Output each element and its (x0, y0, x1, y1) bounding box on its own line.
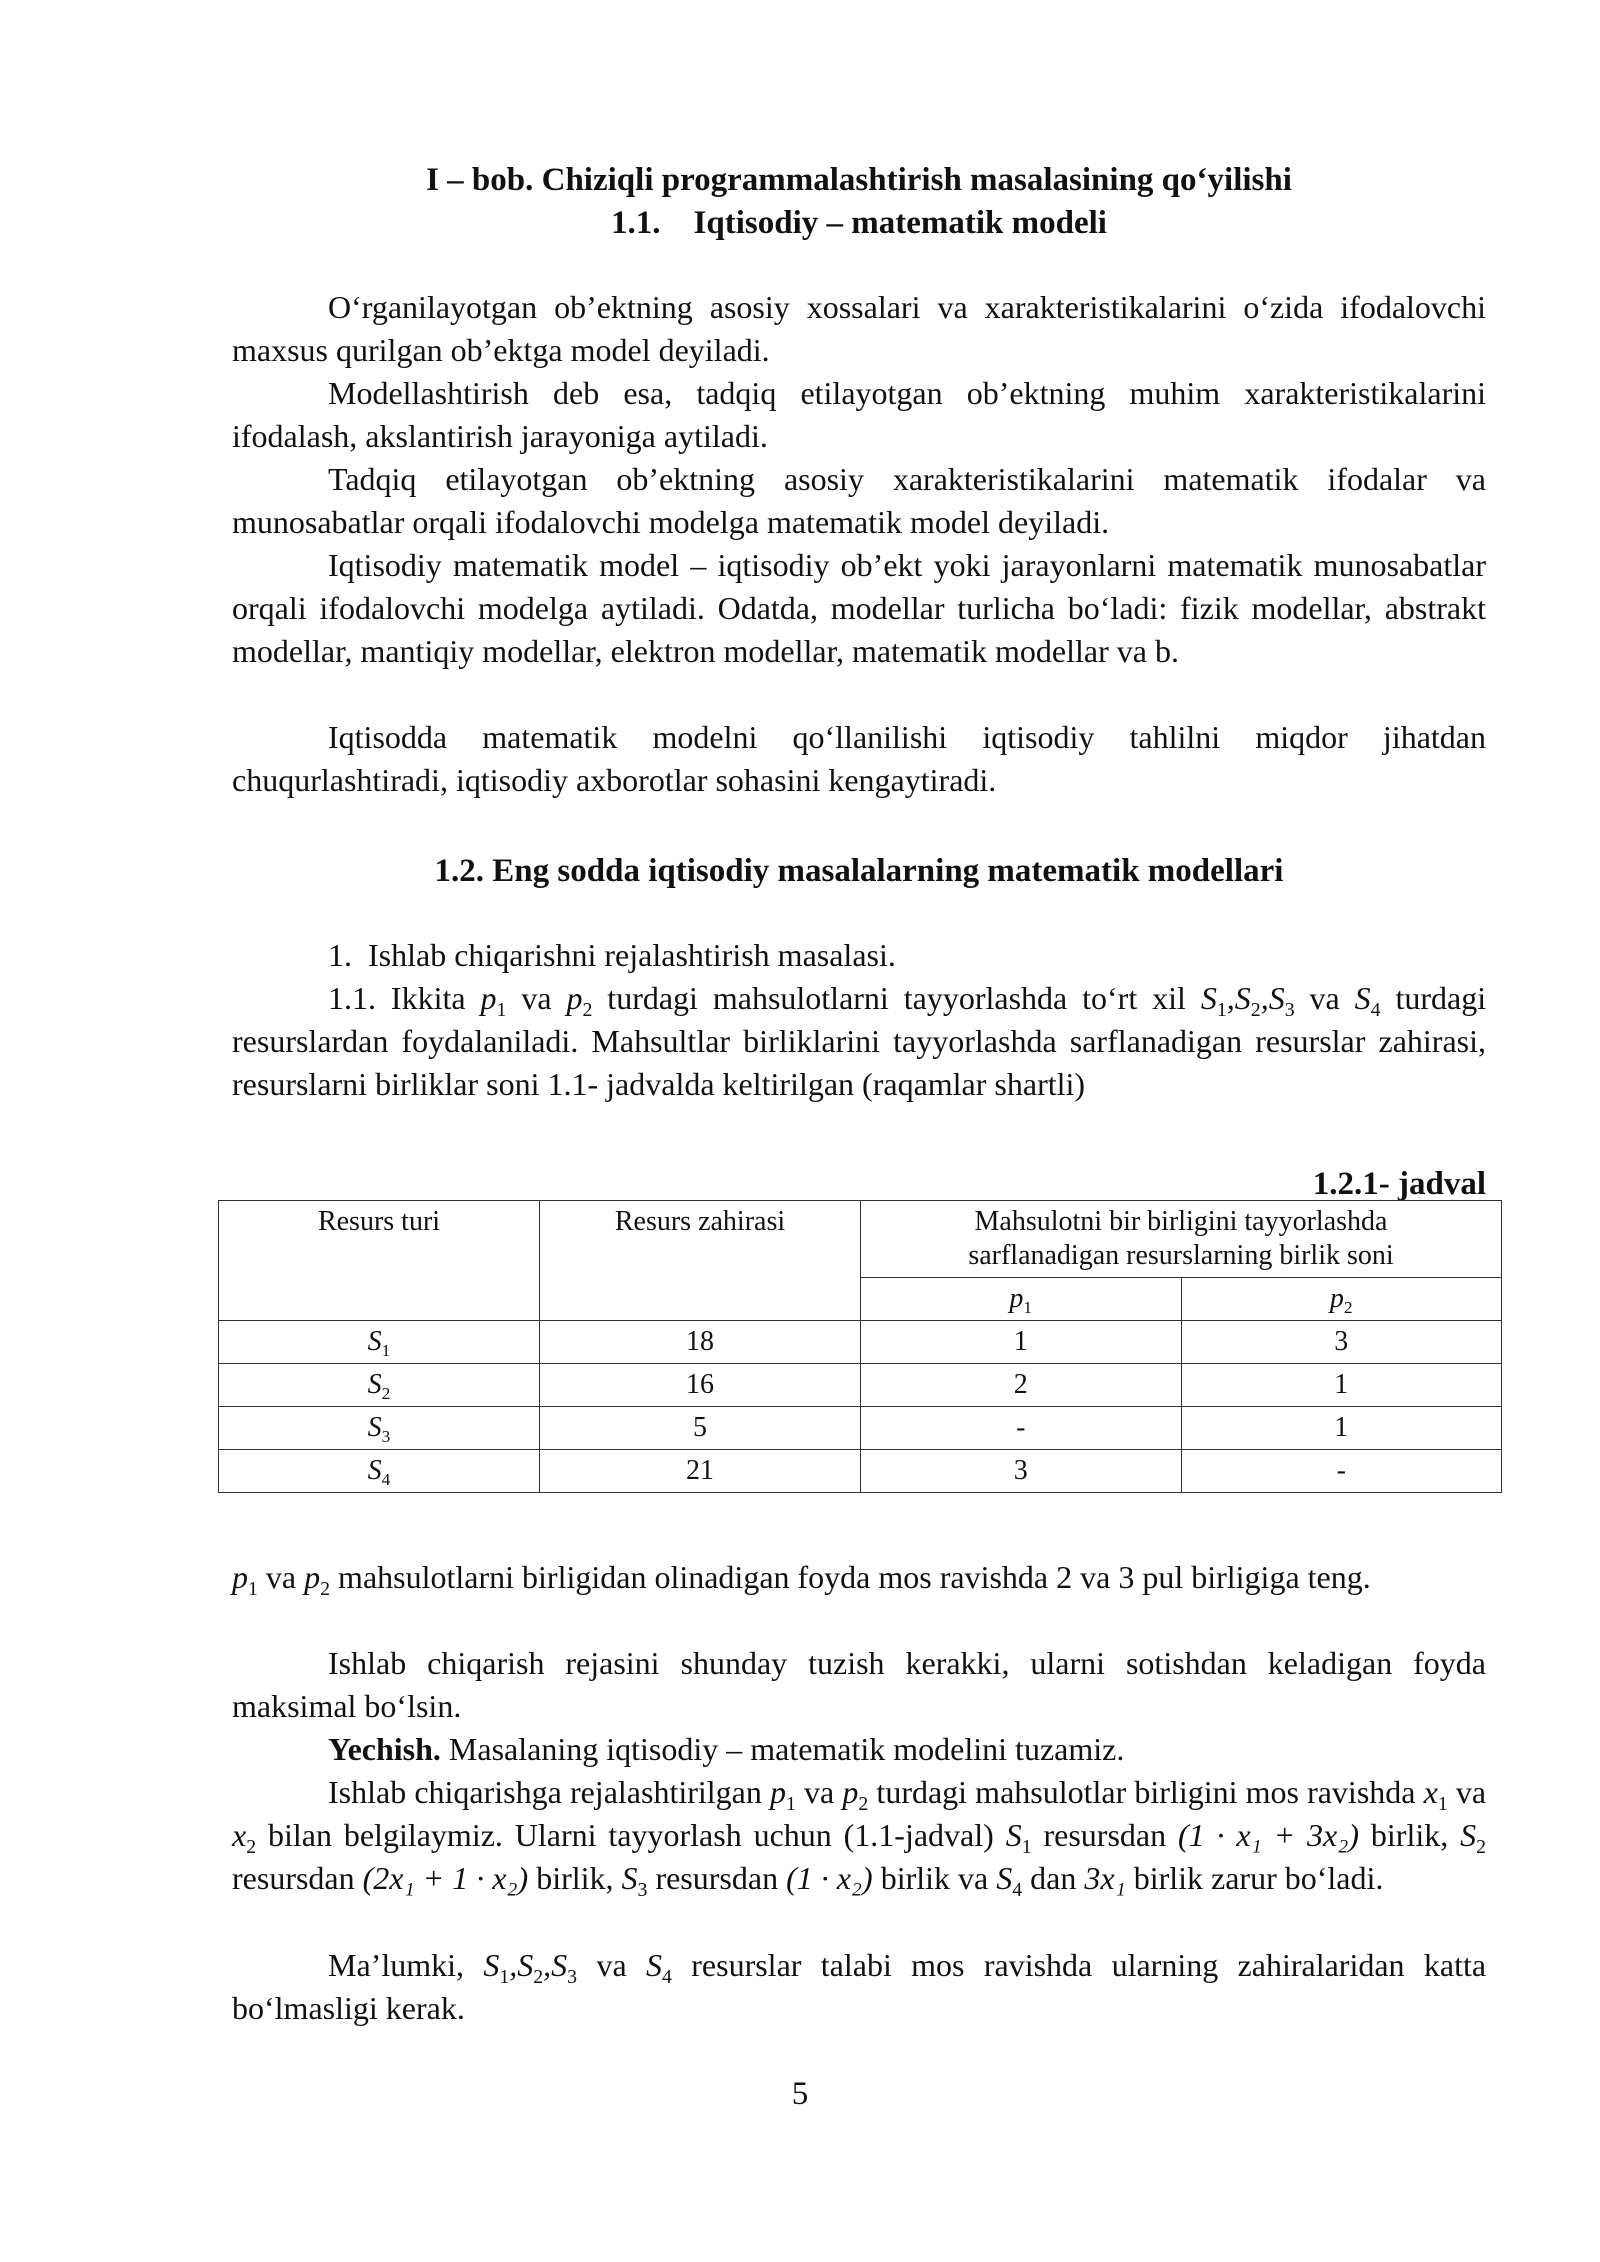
cell-p2: 3 (1181, 1321, 1502, 1364)
header-p2: $p_2$ (1181, 1278, 1502, 1321)
problem-description: 1.1. Ikkita $p_1$ va $p_2$ turdagi mahsulotlarni tayyorlashda to‘rt xil $S_1,S_2,S_3$ va $S_4$ turdagi resurslardan foydalaniladi. Mahsultlar birliklarini tayyorlashda sarflanadigan resurslar zahirasi, resurslarni birliklar soni 1.1- jadvalda keltirilgan (raqamlar shartli) (232, 980, 1487, 1102)
page-number: 5 (791, 2076, 809, 2112)
paragraph-model-definition: O‘rganilayotgan ob’ektning asosiy xossalari va xarakteristikalarini o‘zida ifodalovchi maxsus qurilgan ob’ektga model deyiladi. (232, 289, 1486, 368)
cell-p1: 1 (861, 1321, 1182, 1364)
header-consumption: Mahsulotni bir birligini tayyorlashda sarflanadigan resurslarning birlik soni (861, 1201, 1502, 1278)
cell-p1: 2 (861, 1364, 1182, 1407)
cell-reserve: 18 (540, 1321, 861, 1364)
cell-resource: $S_3$ (219, 1407, 540, 1450)
cell-resource: $S_4$ (219, 1450, 540, 1493)
paragraph-math-model-definition: Tadqiq etilayotgan ob’ektning asosiy xarakteristikalarini matematik ifodalar va munosabatlar orqali ifodalovchi modelga matematik model deyiladi. (232, 461, 1486, 540)
section-title-1-2: 1.2. Eng sodda iqtisodiy masalalarning matematik modellari (434, 853, 1284, 889)
resource-table (218, 1200, 1502, 1493)
paragraph-economic-model-definition: Iqtisodiy matematik model – iqtisodiy ob’ekt yoki jarayonlarni matematik munosabatlar orqali ifodalovchi modelga aytiladi. Odatda, modellar turlicha bo‘ladi: fizik modellar, abstrakt modellar, mantiqiy modellar, elektron modellar, matematik modellar va b. (232, 547, 1486, 669)
paragraph-variables: Ishlab chiqarishga rejalashtirilgan $p_1$ va $p_2$ turdagi mahsulotlar birligini mos ravishda $x_1$ va $x_2$ bilan belgilaymiz. Ularni tayyorlash uchun (1.1-jadval) $S_1$ resursdan (1 · x₁ + 3x₂) birlik, $S_2$ resursdan (2x₁ + 1 · x₂) birlik, $S_3$ resursdan (1 · x₂) birlik va $S_4$ dan 3x₁ birlik zarur bo‘ladi. (232, 1774, 1487, 1901)
paragraph-constraint: Ma’lumki, $S_1,S_2,S_3$ va $S_4$ resurslar talabi mos ravishda ularning zahiralaridan katta bo‘lmasligi kerak. (232, 1947, 1487, 2026)
paragraph-model-application: Iqtisodda matematik modelni qo‘llanilishi iqtisodiy tahlilni miqdor jihatdan chuqurlashtiradi, iqtisodiy axborotlar sohasini kengaytiradi. (232, 719, 1486, 798)
cell-resource: $S_1$ (219, 1321, 540, 1364)
cell-resource: $S_2$ (219, 1364, 540, 1407)
header-resource-type: Resurs turi (219, 1201, 540, 1321)
table-row (219, 1450, 1502, 1493)
table-caption: 1.2.1- jadval (1312, 1166, 1486, 1202)
paragraph-modelling-definition: Modellashtirish deb esa, tadqiq etilayotgan ob’ektning muhim xarakteristikalarini ifodalash, akslantirish jarayoniga aytiladi. (232, 375, 1486, 454)
cell-reserve: 16 (540, 1364, 861, 1407)
paragraph-goal: Ishlab chiqarish rejasini shunday tuzish kerakki, ularni sotishdan keladigan foyda maksimal bo‘lsin. (232, 1645, 1486, 1724)
chapter-title: I – bob. Chiziqli programmalashtirish masalasining qo‘yilishi (426, 162, 1292, 198)
paragraph-profit: $p_1$ va $p_2$ mahsulotlarni birligidan olinadigan foyda mos ravishda 2 va 3 pul birligiga teng. (232, 1559, 1371, 1600)
cell-p2: - (1181, 1450, 1502, 1493)
cell-p1: 3 (861, 1450, 1182, 1493)
table-row (219, 1364, 1502, 1407)
header-p1: $p_1$ (861, 1278, 1182, 1321)
cell-p1: - (861, 1407, 1182, 1450)
solution-label: Yechish. (328, 1731, 441, 1767)
section-title-1-1: 1.1. Iqtisodiy – matematik modeli (611, 205, 1107, 241)
cell-reserve: 5 (540, 1407, 861, 1450)
cell-p2: 1 (1181, 1407, 1502, 1450)
table-header-row (219, 1201, 1502, 1278)
paragraph-solution: Yechish. Masalaning iqtisodiy – matematik modelini tuzamiz. (328, 1731, 1125, 1767)
header-resource-reserve: Resurs zahirasi (540, 1201, 861, 1321)
table-row (219, 1407, 1502, 1450)
cell-p2: 1 (1181, 1364, 1502, 1407)
problem-title: 1. Ishlab chiqarishni rejalashtirish masalasi. (328, 937, 896, 973)
cell-reserve: 21 (540, 1450, 861, 1493)
table-row (219, 1321, 1502, 1364)
